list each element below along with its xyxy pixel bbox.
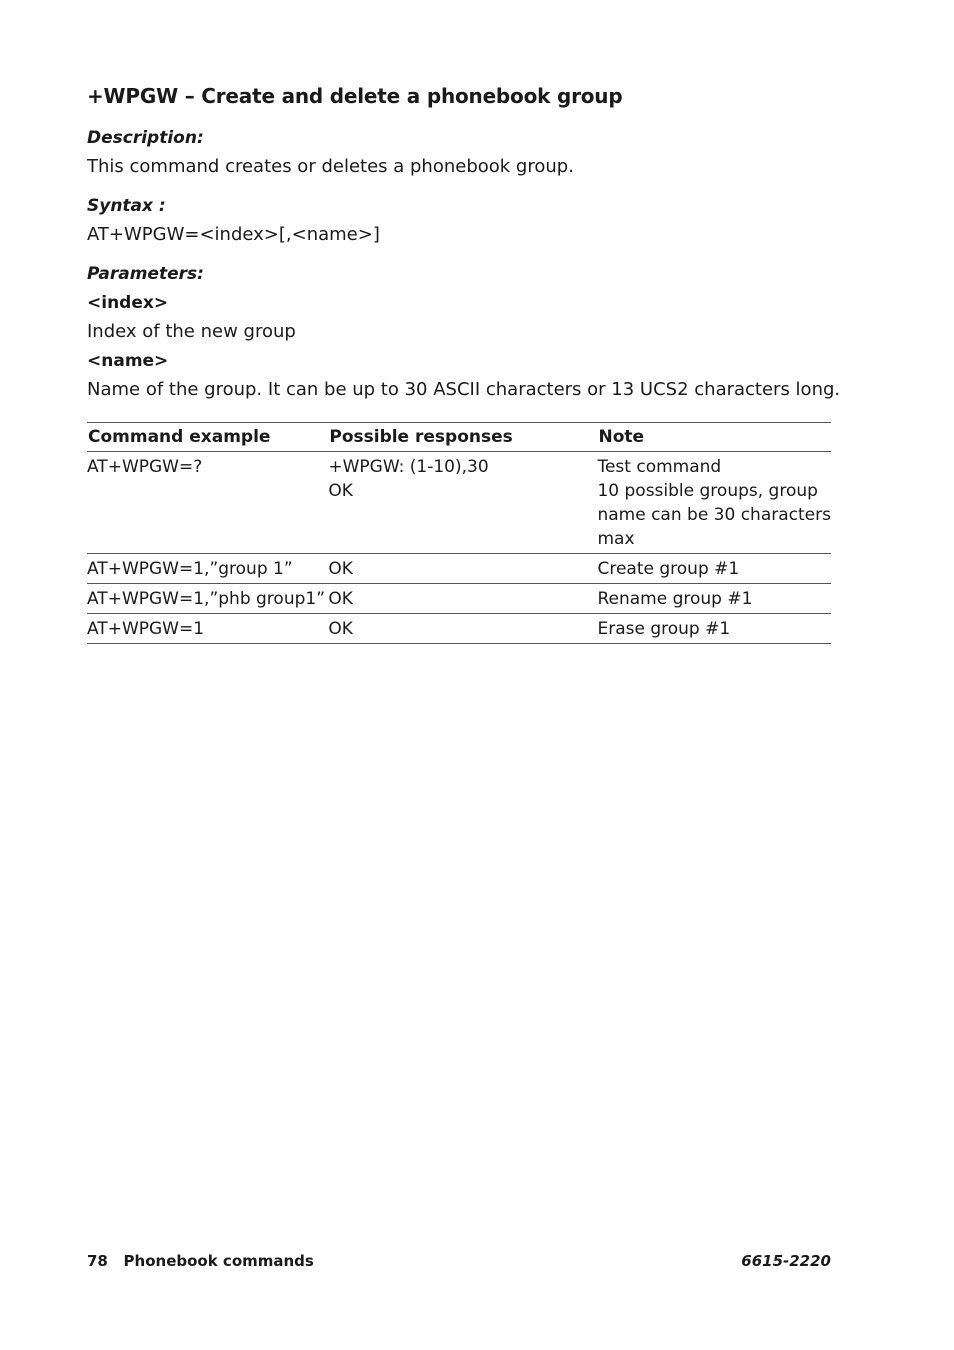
response-line: OK bbox=[328, 481, 353, 501]
description-text: This command creates or deletes a phonebook group. bbox=[87, 156, 574, 177]
param-index-name: <index> bbox=[87, 293, 169, 313]
note-line: max bbox=[597, 529, 635, 549]
note-line: 10 possible groups, group bbox=[597, 481, 818, 501]
section-name: Phonebook commands bbox=[123, 1252, 314, 1270]
parameters-heading: Parameters: bbox=[87, 264, 204, 284]
command-cell: AT+WPGW=1,”group 1” bbox=[87, 554, 328, 584]
note-cell bbox=[597, 452, 831, 554]
command-cell: AT+WPGW=1 bbox=[87, 614, 328, 644]
page-title: +WPGW – Create and delete a phonebook group bbox=[87, 84, 623, 108]
description-heading: Description: bbox=[87, 128, 204, 148]
header-note: Note bbox=[597, 423, 831, 452]
table-row bbox=[87, 554, 831, 584]
responses-cell: OK bbox=[328, 614, 597, 644]
command-cell: AT+WPGW=1,”phb group1” bbox=[87, 584, 328, 614]
note-line: Test command bbox=[597, 457, 722, 477]
command-table bbox=[87, 422, 831, 644]
header-possible-responses: Possible responses bbox=[328, 423, 597, 452]
note-cell: Erase group #1 bbox=[597, 614, 831, 644]
footer-left bbox=[87, 1252, 314, 1270]
table-header-row bbox=[87, 423, 831, 452]
param-name-description: Name of the group. It can be up to 30 ASCII characters or 13 UCS2 characters long. bbox=[87, 379, 841, 400]
note-line: name can be 30 characters bbox=[597, 505, 831, 525]
table-row bbox=[87, 452, 831, 554]
syntax-heading: Syntax : bbox=[87, 196, 166, 216]
command-cell: AT+WPGW=? bbox=[87, 452, 328, 554]
response-line: +WPGW: (1-10),30 bbox=[328, 457, 489, 477]
note-cell: Create group #1 bbox=[597, 554, 831, 584]
table-row bbox=[87, 584, 831, 614]
syntax-text: AT+WPGW=<index>[,<name>] bbox=[87, 224, 380, 245]
page-number: 78 bbox=[87, 1252, 108, 1270]
param-name-name: <name> bbox=[87, 351, 169, 371]
note-cell: Rename group #1 bbox=[597, 584, 831, 614]
responses-cell: OK bbox=[328, 554, 597, 584]
responses-cell bbox=[328, 452, 597, 554]
header-command-example: Command example bbox=[87, 423, 328, 452]
table-row bbox=[87, 614, 831, 644]
responses-cell: OK bbox=[328, 584, 597, 614]
document-id: 6615-2220 bbox=[741, 1252, 831, 1270]
param-index-description: Index of the new group bbox=[87, 321, 296, 342]
